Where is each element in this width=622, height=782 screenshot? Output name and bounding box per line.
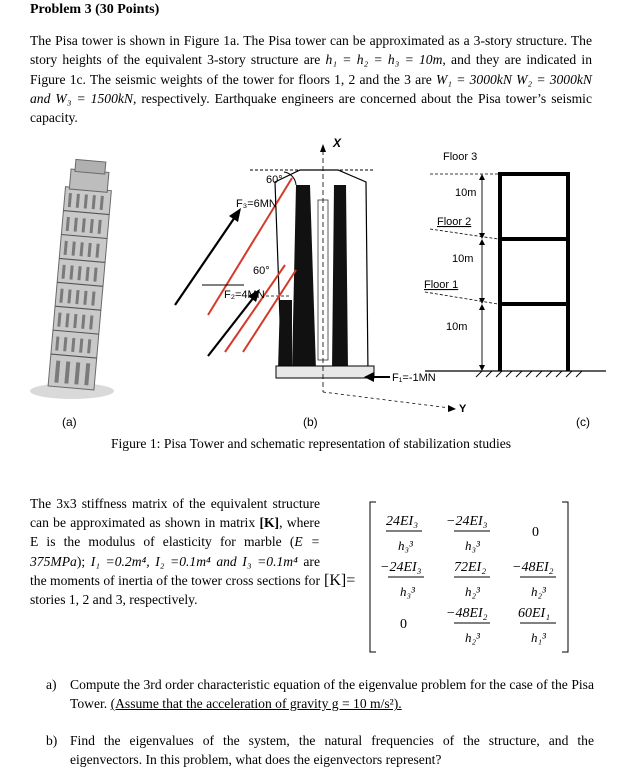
intro-paragraph (30, 31, 592, 127)
matrix-r1c2-den: h₃³ (465, 538, 480, 553)
story-heights: h₁ = h₂ = h₃ = 10m (325, 52, 443, 68)
matrix-r1c1-den: h₃³ (398, 538, 413, 553)
matrix-r3c2: −48EI₂ (446, 606, 488, 621)
stiffness-text-c: ); (76, 553, 91, 569)
matrix-r3c3-den: h₁³ (531, 630, 546, 645)
height3-label: 10m (455, 187, 477, 199)
question-a (46, 675, 594, 714)
inertia-values: I₁ =0.2m⁴, I₂ =0.1m⁴ and I₃ =0.1m⁴ (90, 553, 298, 569)
force-f2-label: F₂=4MN (224, 289, 265, 301)
stiffness-paragraph (30, 494, 320, 609)
floor2-label: Floor 2 (437, 216, 472, 228)
matrix-r2c3: −48EI₂ (512, 560, 554, 575)
matrix-lhs: [K]= (324, 572, 356, 589)
angle-mid-label: 60° (253, 265, 270, 277)
matrix-r3c1: 0 (400, 617, 407, 632)
three-story-frame (425, 174, 606, 377)
force-f3-label: F₃=6MN (236, 198, 277, 210)
floor1-label: Floor 1 (424, 279, 459, 291)
axis-x-label: X (333, 136, 342, 150)
tower-photo-image (30, 159, 114, 399)
matrix-r1c3: 0 (532, 525, 539, 540)
e-value: E = 375MPa (30, 534, 320, 569)
question-b (46, 731, 594, 770)
question-a-text: Compute the 3rd order characteristic equation of the eigenvalue problem for the case of the Pisa Tower. (70, 677, 594, 712)
panel-c-label: (c) (576, 415, 590, 429)
question-a-label: a) (46, 677, 57, 692)
matrix-r1c2: −24EI₃ (446, 514, 488, 529)
matrix-r2c2-den: h₂³ (465, 584, 480, 599)
question-a-note: (Assume that the acceleration of gravity g = 10 m/s²). (110, 696, 402, 712)
k-symbol: [K] (259, 515, 280, 531)
matrix-r2c2: 72EI₂ (454, 560, 487, 575)
axis-y-label: Y (459, 403, 467, 415)
stiffness-matrix (322, 498, 594, 658)
seismic-weights: W₁ = 3000kN W₂ = 3000kN and W₃ = 1500kN (30, 71, 592, 106)
figure-1 (0, 130, 622, 430)
stiffness-text-a: The 3x3 stiffness matrix of the equivalent structure can be approximated as shown in matrix (30, 496, 320, 531)
intro-text-2: , and they are indicated in Figure 1c. The seismic weights of the tower for floors 1, 2 and the 3 are (30, 52, 592, 87)
matrix-r2c3-den: h₂³ (531, 584, 546, 599)
matrix-r2c1-den: h₃³ (400, 584, 415, 599)
panel-a-label: (a) (62, 415, 77, 429)
panel-b-label: (b) (303, 415, 318, 429)
matrix-r3c3: 60EI₁ (518, 606, 551, 621)
intro-text-1: The Pisa tower is shown in Figure 1a. The Pisa tower can be approximated as a 3-story structure. The story heights of the equivalent 3-story structure are (30, 33, 592, 68)
stiffness-text-b: , where E is the modulus of elasticity for marble ( (30, 515, 320, 550)
height1-label: 10m (446, 321, 468, 333)
question-b-text: Find the eigenvalues of the system, the natural frequencies of the structure, and the eigenvectors. In this problem, what does the eigenvectors represent? (70, 733, 594, 768)
floor3-label: Floor 3 (443, 151, 478, 163)
angle-top-label: 60° (266, 174, 283, 186)
force-f1-label: F₁=-1MN (392, 372, 436, 384)
matrix-r3c2-den: h₂³ (465, 630, 480, 645)
intro-text-3: , respectively. Earthquake engineers are concerned about the Pisa tower’s seismic capacity. (30, 90, 592, 126)
height2-label: 10m (452, 253, 474, 265)
stiffness-text-d2: are the moments of inertia of the tower cross sections for stories 1, 2 and 3, respectively. (30, 553, 320, 608)
question-b-label: b) (46, 733, 58, 748)
problem-title: Problem 3 (30 Points) (30, 2, 160, 17)
matrix-r1c1: 24EI₃ (386, 514, 419, 529)
matrix-r2c1: −24EI₃ (380, 560, 422, 575)
figure-caption: Figure 1: Pisa Tower and schematic representation of stabilization studies (110, 436, 512, 451)
